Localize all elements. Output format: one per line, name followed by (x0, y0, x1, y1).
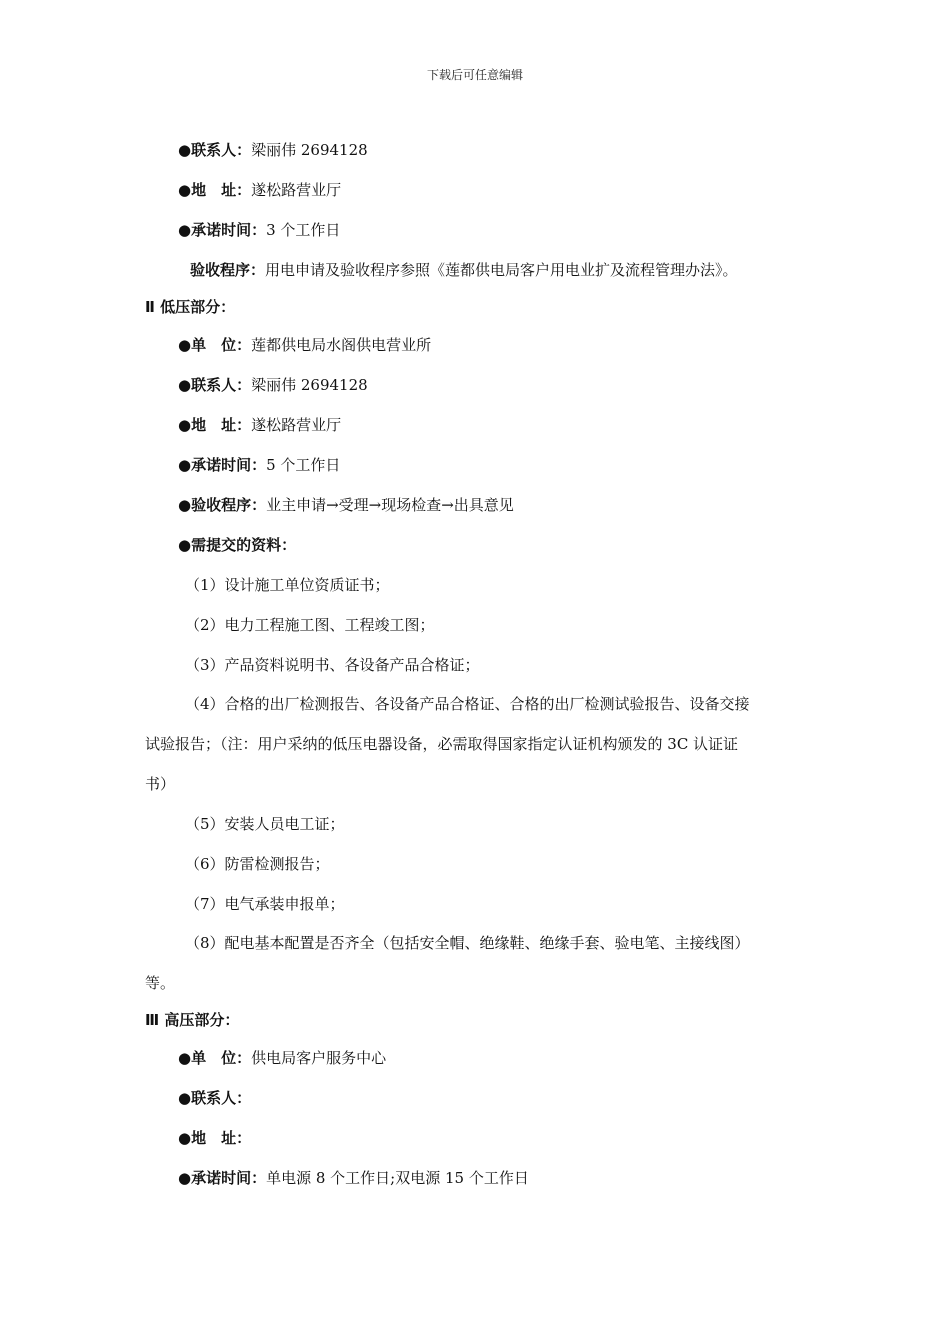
intro-address-label: ●地 址： (178, 181, 252, 199)
list-item: （5）安装人员电工证； (185, 815, 345, 833)
high-contact-label: ●联系人： (178, 1089, 252, 1107)
low-contact (178, 375, 368, 395)
high-time-label: ●承诺时间： (178, 1169, 267, 1187)
intro-contact-value: 梁丽伟 2694128 (251, 141, 368, 159)
list-item: （1）设计施工单位资质证书； (185, 576, 390, 594)
high-address-label: ●地 址： (178, 1129, 252, 1147)
high-time (178, 1168, 529, 1188)
list-item: （7）电气承装申报单； (185, 895, 345, 913)
list-item: （4）合格的出厂检测报告、各设备产品合格证、合格的出厂检测试验报告、设备交接 (185, 695, 750, 713)
low-unit-value: 莲都供电局水阁供电营业所 (251, 336, 432, 354)
intro-contact-label: ●联系人： (178, 141, 252, 159)
list-item: （6）防雷检测报告； (185, 855, 330, 873)
intro-address-value: 遂松路营业厅 (251, 181, 342, 199)
low-address-label: ●地 址： (178, 416, 252, 434)
intro-procedure-value: 用电申请及验收程序参照《莲都供电局客户用电业扩及流程管理办法》。 (265, 261, 738, 279)
page-header: 下载后可任意编辑 (426, 68, 523, 82)
low-time-label: ●承诺时间： (178, 456, 267, 474)
low-procedure-label: ●验收程序： (178, 496, 267, 514)
low-contact-label: ●联系人： (178, 376, 252, 394)
low-procedure (178, 495, 514, 515)
intro-time-label: ●承诺时间： (178, 221, 267, 239)
list-item: （3）产品资料说明书、各设备产品合格证； (185, 656, 480, 674)
high-unit (178, 1048, 386, 1068)
low-unit (178, 335, 431, 355)
intro-time (178, 220, 340, 240)
low-address (178, 415, 341, 435)
list-item: （8）配电基本配置是否齐全（包括安全帽、绝缘鞋、绝缘手套、验电笔、主接线图） (185, 934, 750, 952)
intro-contact (178, 140, 368, 160)
low-time-value: 5 个工作日 (266, 456, 341, 474)
intro-time-value: 3 个工作日 (266, 221, 341, 239)
high-unit-value: 供电局客户服务中心 (251, 1049, 387, 1067)
low-unit-label: ●单 位： (178, 336, 252, 354)
high-address (178, 1128, 251, 1148)
high-contact (178, 1088, 251, 1108)
list-item-continued: 等。 (145, 974, 176, 992)
high-section-title: Ⅲ 高压部分： (145, 1011, 240, 1029)
high-time-value: 单电源 8 个工作日;双电源 15 个工作日 (266, 1169, 529, 1187)
low-address-value: 遂松路营业厅 (251, 416, 342, 434)
low-materials-label: ●需提交的资料： (178, 536, 297, 554)
list-item-continued: 书） (145, 775, 176, 793)
intro-address (178, 180, 341, 200)
intro-procedure (190, 260, 738, 280)
low-time (178, 455, 340, 475)
low-section-title: Ⅱ 低压部分： (145, 298, 236, 316)
list-item: （2）电力工程施工图、工程竣工图； (185, 616, 435, 634)
low-procedure-value: 业主申请→受理→现场检查→出具意见 (266, 496, 514, 514)
low-contact-value: 梁丽伟 2694128 (251, 376, 368, 394)
intro-procedure-label: 验收程序： (190, 261, 266, 279)
high-unit-label: ●单 位： (178, 1049, 252, 1067)
list-item-continued: 试验报告；（注：用户采纳的低压电器设备，必需取得国家指定认证机构颁发的 3C 认证证 (145, 735, 739, 753)
